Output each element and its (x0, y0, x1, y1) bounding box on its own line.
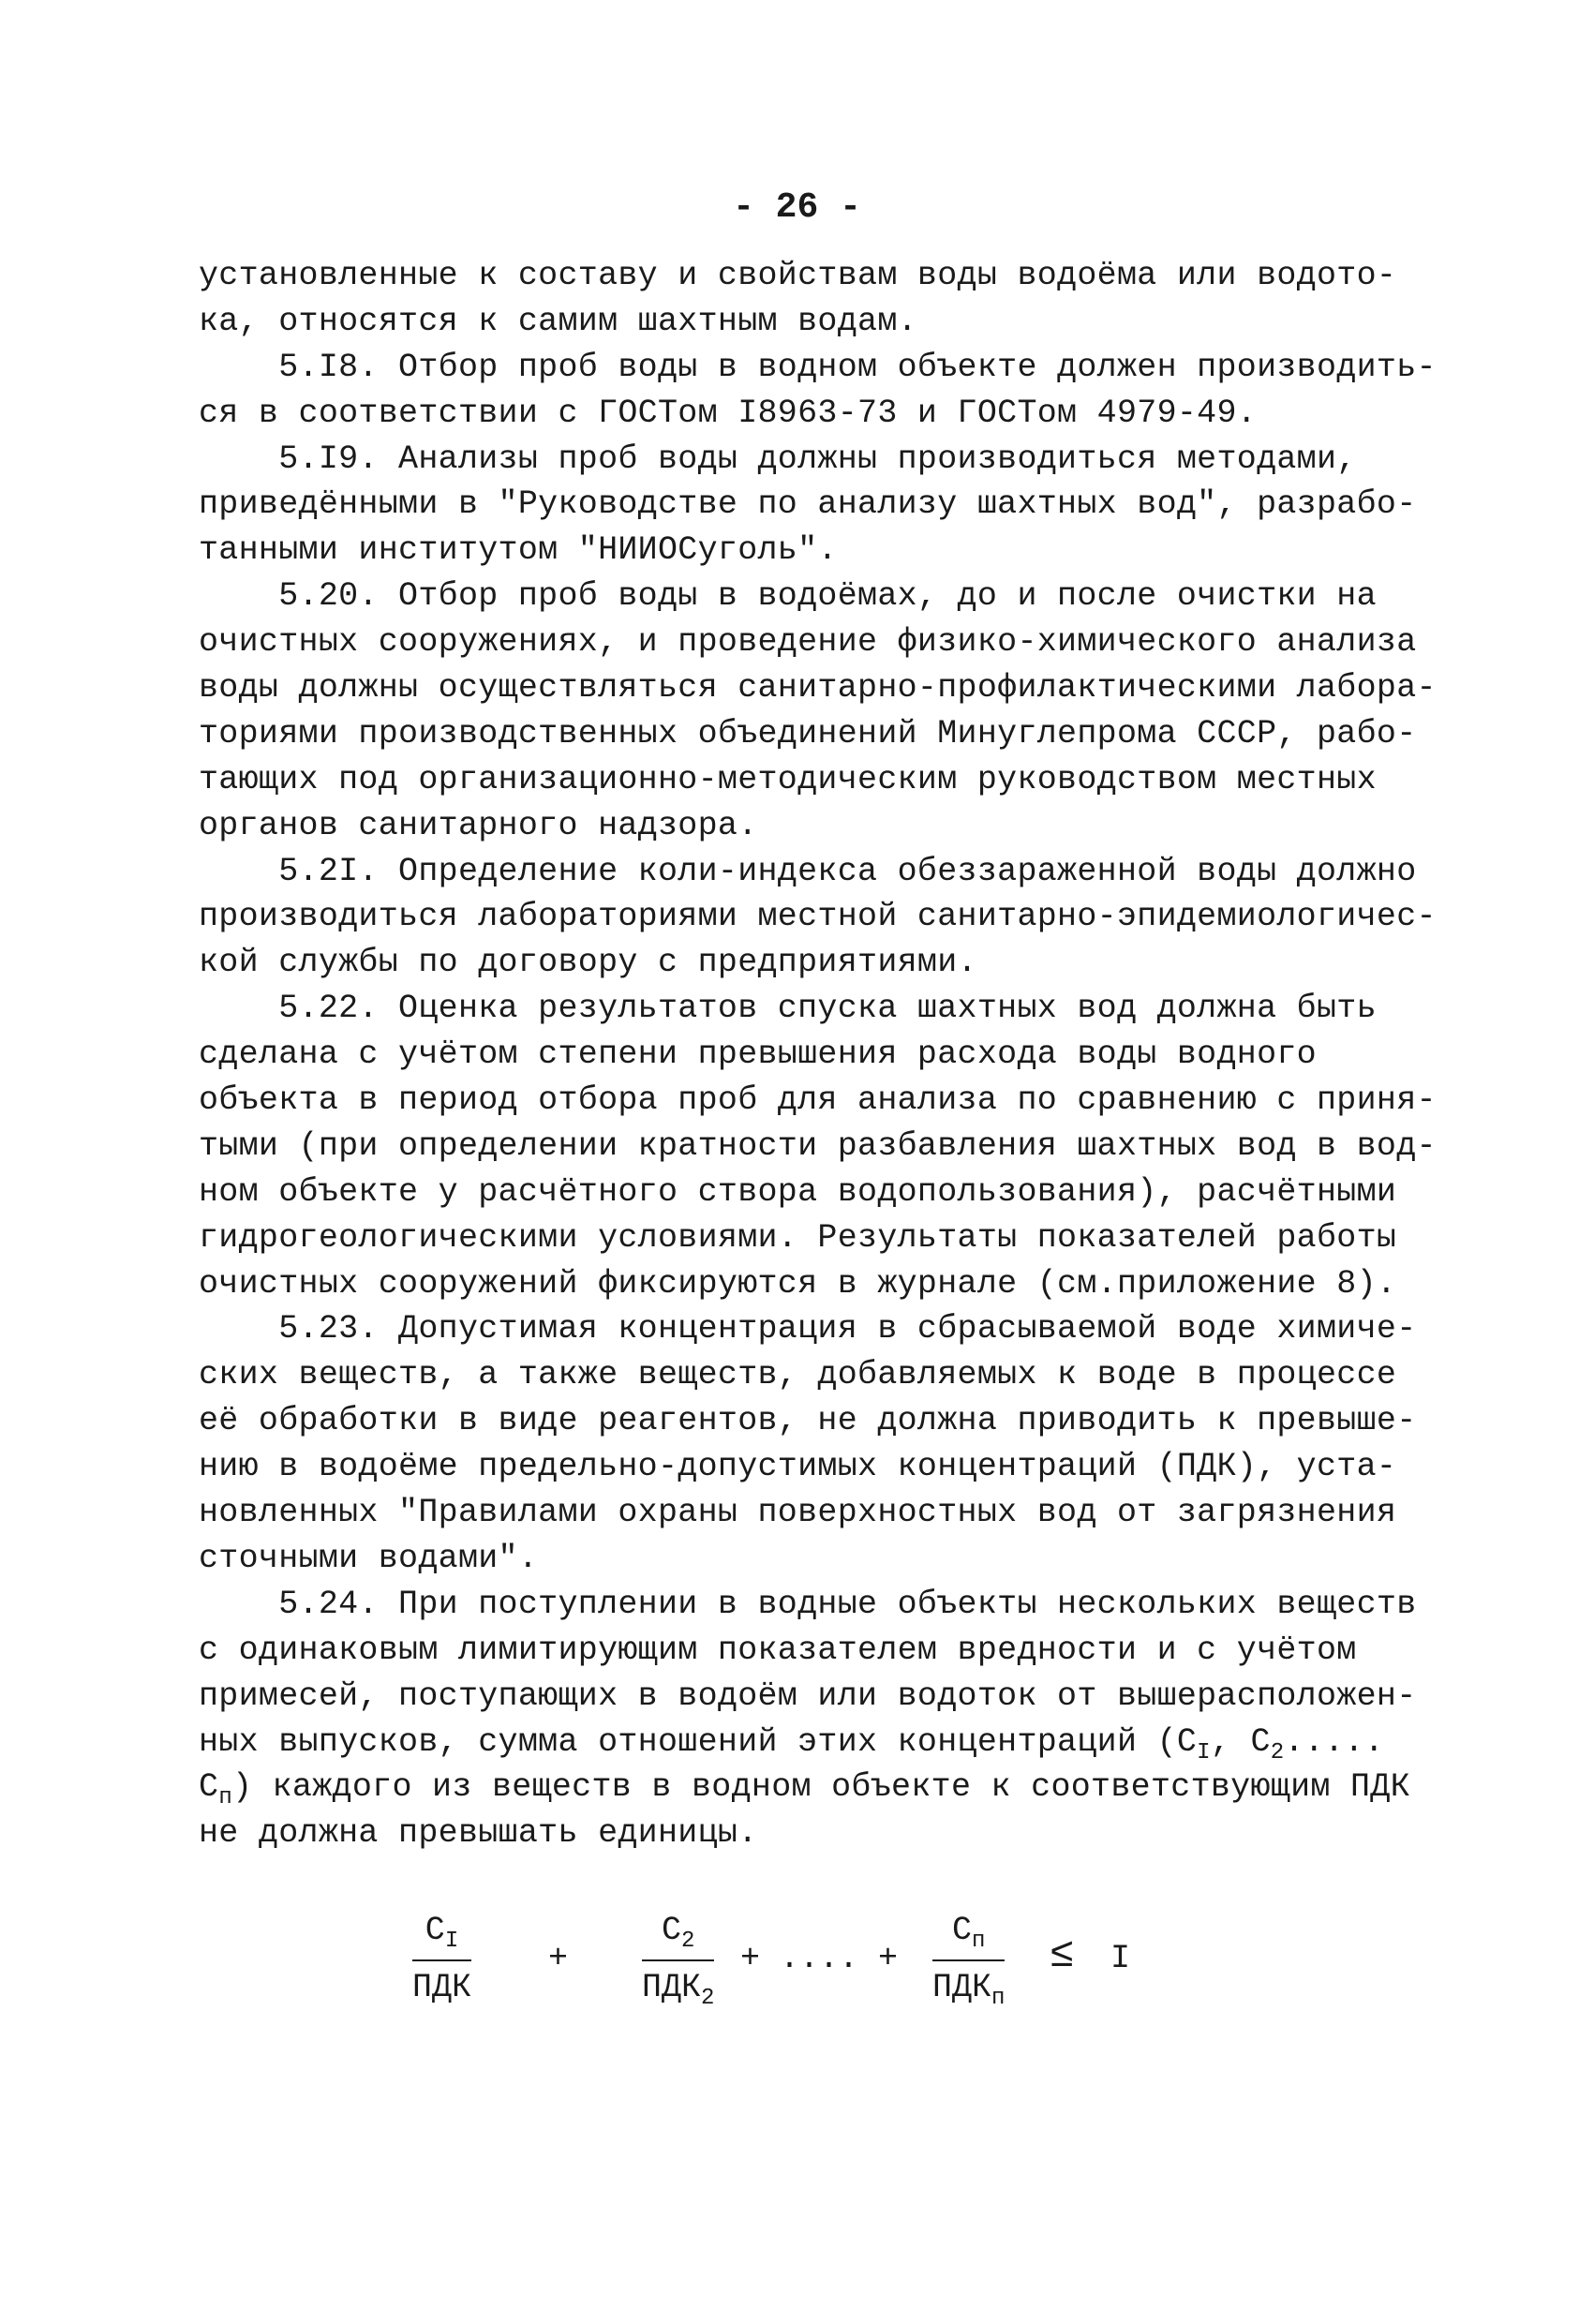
page-number: - 26 - (733, 187, 861, 228)
text-line: установленные к составу и свойствам воды водоёма или водото- (199, 257, 1397, 294)
text-line: с одинаковым лимитирующим показателем вредности и с учётом (199, 1631, 1357, 1669)
text-line: производиться лабораториями местной санитарно-эпидемиологичес- (199, 898, 1437, 936)
text-line: органов санитарного надзора. (199, 806, 758, 844)
text-line: 5.20. Отбор проб воды в водоёмах, до и после очистки на (199, 577, 1377, 616)
concentration-sum-formula (412, 1912, 1256, 2024)
text-line: тающих под организационно-методическим руководством местных (199, 760, 1377, 798)
text-line: примесей, поступающих в водоём или водоток от вышерасположен- (199, 1676, 1417, 1715)
text-line: новленных "Правилами охраны поверхностных вод от загрязнения (199, 1494, 1397, 1532)
body-text (199, 253, 1437, 1856)
text-line: нию в водоёме предельно-допустимых концентраций (ПДК), уста- (199, 1448, 1397, 1486)
text-line: сделана с учётом степени превышения расхода воды водного (199, 1035, 1317, 1074)
text-line: 5.23. Допустимая концентрация в сбрасываемой воде химиче- (199, 1310, 1417, 1348)
formula-rhs: I (1110, 1940, 1131, 1977)
text-line: ном объекте у расчётного створа водопользования), расчётными (199, 1172, 1397, 1211)
text-line: гидрогеологическими условиями. Результаты показателей работы (199, 1218, 1397, 1257)
fraction-term-2: $C_2$ $ПДК_2$ (642, 1912, 715, 2011)
text-line: ских веществ, а также веществ, добавляемых к воде в процессе (199, 1356, 1397, 1394)
text-line: тыми (при определении кратности разбавления шахтных вод в вод- (199, 1126, 1437, 1165)
text-line: танными институтом "НИИОСуголь". (199, 531, 838, 570)
text-line: 5.I9. Анализы проб воды должны производиться методами, (199, 439, 1357, 478)
text-line: приведёнными в "Руководстве по анализу шахтных вод", разрабо- (199, 485, 1417, 524)
text-line: очистных сооружений фиксируются в журнале (см.приложение 8). (199, 1264, 1397, 1303)
text-line: ка, относятся к самим шахтным водам. (199, 302, 917, 340)
text-line: не должна превышать единицы. (199, 1814, 758, 1853)
text-line: её обработки в виде реагентов, не должна приводить к превыше- (199, 1402, 1417, 1440)
text-line: 5.22. Оценка результатов спуска шахтных вод должна быть (199, 990, 1377, 1028)
text-line: 5.24. При поступлении в водные объекты нескольких веществ (199, 1585, 1417, 1623)
fraction-term-n: $C_п$ $ПДК_п$ (932, 1912, 1006, 2011)
text-line: ся в соответствии с ГОСТом I8963-73 и ГОСТом 4979-49. (199, 394, 1258, 432)
text-line: сточными водами". (199, 1539, 539, 1577)
text-line: воды должны осуществляться санитарно-профилактическими лабора- (199, 669, 1437, 708)
plus-operator: + (548, 1940, 569, 1977)
text-line-with-subscripts: $C_п$) каждого из веществ в водном объекте к соответствующим ПДК (199, 1768, 1410, 1811)
text-line-with-subscripts: ных выпусков, сумма отношений этих концентраций ($C_I$, $C_2$..... (199, 1722, 1385, 1765)
text-line: кой службы по договору с предприятиями. (199, 944, 977, 982)
less-or-equal-operator: ≤ (1050, 1932, 1075, 1979)
text-line: очистных сооружениях, и проведение физико-химического анализа (199, 623, 1417, 662)
fraction-term-1: $C_I$ ПДК (412, 1912, 472, 2006)
text-line: 5.I8. Отбор проб воды в водном объекте должен производить- (199, 348, 1437, 386)
text-line: объекта в период отбора проб для анализа по сравнению с приня- (199, 1081, 1437, 1120)
ellipsis-operator: + .... + (740, 1940, 899, 1977)
text-line: 5.2I. Определение коли-индекса обеззараженной воды должно (199, 852, 1417, 890)
text-line: ториями производственных объединений Минуглепрома СССР, рабо- (199, 714, 1417, 752)
